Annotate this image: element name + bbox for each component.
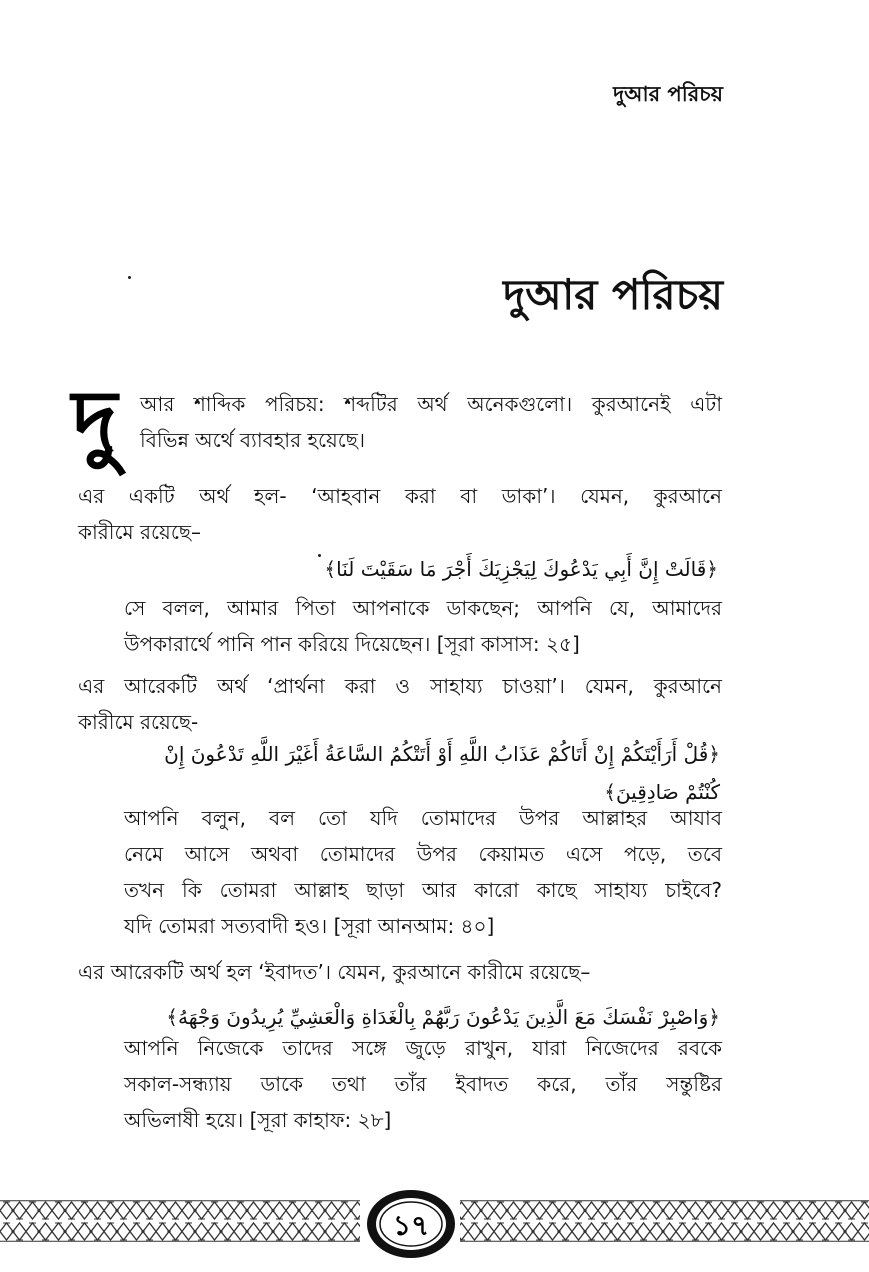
running-header: দুআর পরিচয় [613,82,723,106]
arabic-line: كُنْتُمْ صَادِقِينَ﴾ [604,780,720,804]
chapter-title: দুআর পরিচয় [503,270,723,319]
section1-arabic-verse [324,550,718,588]
section3-paragraph [78,954,722,990]
translation-line: নেমে আসে অথবা তোমাদের উপর কেয়ামত এসে পড়ে, তবে [124,842,722,866]
section2-line: এর আরেকটি অর্থ ‘প্রার্থনা করা ও সাহায্য চাওয়া’। যেমন, কুরআনে [78,674,722,698]
arabic-line: ﴿قَالَتْ إِنَّ أَبِي يَدْعُوكَ لِيَجْزِيَكَ أَجْرَ مَا سَقَيْتَ لَنَا﴾ [324,557,718,581]
translation-line: সকাল-সন্ধ্যায় ডাকে তথা তাঁর ইবাদত করে, তাঁর সন্তুষ্টির [124,1072,722,1096]
section3-line: এর আরেকটি অর্থ হল ‘ইবাদত’। যেমন, কুরআনে কারীমে রয়েছে– [78,960,591,984]
translation-line: উপকারার্থে পানি পান করিয়ে দিয়েছেন। [সূরা কাসাস: ২৫] [124,632,580,656]
section3-translation [124,1030,722,1138]
print-speck [318,554,321,557]
translation-line: যদি তোমরা সত্যবাদী হও। [সূরা আনআম: ৪০] [124,914,495,938]
section1-line: কারীমে রয়েছে– [78,520,201,544]
page-number: ১৭ [392,1209,430,1242]
translation-line: আপনি বলুন, বল তো যদি তোমাদের উপর আল্লাহর আযাব [124,806,722,830]
section2-paragraph [78,668,722,740]
section1-translation [124,590,722,662]
section1-paragraph [78,478,722,550]
arabic-line: ﴿وَاصْبِرْ نَفْسَكَ مَعَ الَّذِينَ يَدْعُونَ رَبَّهُمْ بِالْغَدَاةِ وَالْعَشِيِّ يُرِيدُونَ وَجْهَهُ﴾ [166,1005,720,1029]
intro-line: বিভিন্ন অর্থে ব্যাবহার হয়েছে। [140,428,366,452]
print-speck [128,276,131,279]
section2-translation [124,800,722,944]
translation-line: আপনি নিজেকে তাদের সঙ্গে জুড়ে রাখুন, যারা নিজেদের রবকে [124,1036,722,1060]
section1-line: এর একটি অর্থ হল- ‘আহবান করা বা ডাকা’। যেমন, কুরআনে [78,484,722,508]
section2-line: কারীমে রয়েছে- [78,710,199,734]
intro-line: আর শাব্দিক পরিচয়: শব্দটির অর্থ অনেকগুলো। কুরআনেই এটা [140,392,722,416]
translation-line: সে বলল, আমার পিতা আপনাকে ডাকছেন; আপনি যে, আমাদের [124,596,722,620]
intro-paragraph [140,386,722,458]
translation-line: তখন কি তোমরা আল্লাহ ছাড়া আর কারো কাছে সাহায্য চাইবে? [124,878,722,902]
arabic-line: ﴿قُلْ أَرَأَيْتَكُمْ إِنْ أَتَاكُمْ عَذَابُ اللَّهِ أَوْ أَتَتْكُمُ السَّاعَةُ أَغَيْرَ اللَّهِ تَدْعُونَ إِنْ [164,742,720,766]
translation-line: অভিলাষী হয়ে। [সূরা কাহাফ: ২৮] [124,1108,392,1132]
drop-cap: দু [72,372,118,472]
